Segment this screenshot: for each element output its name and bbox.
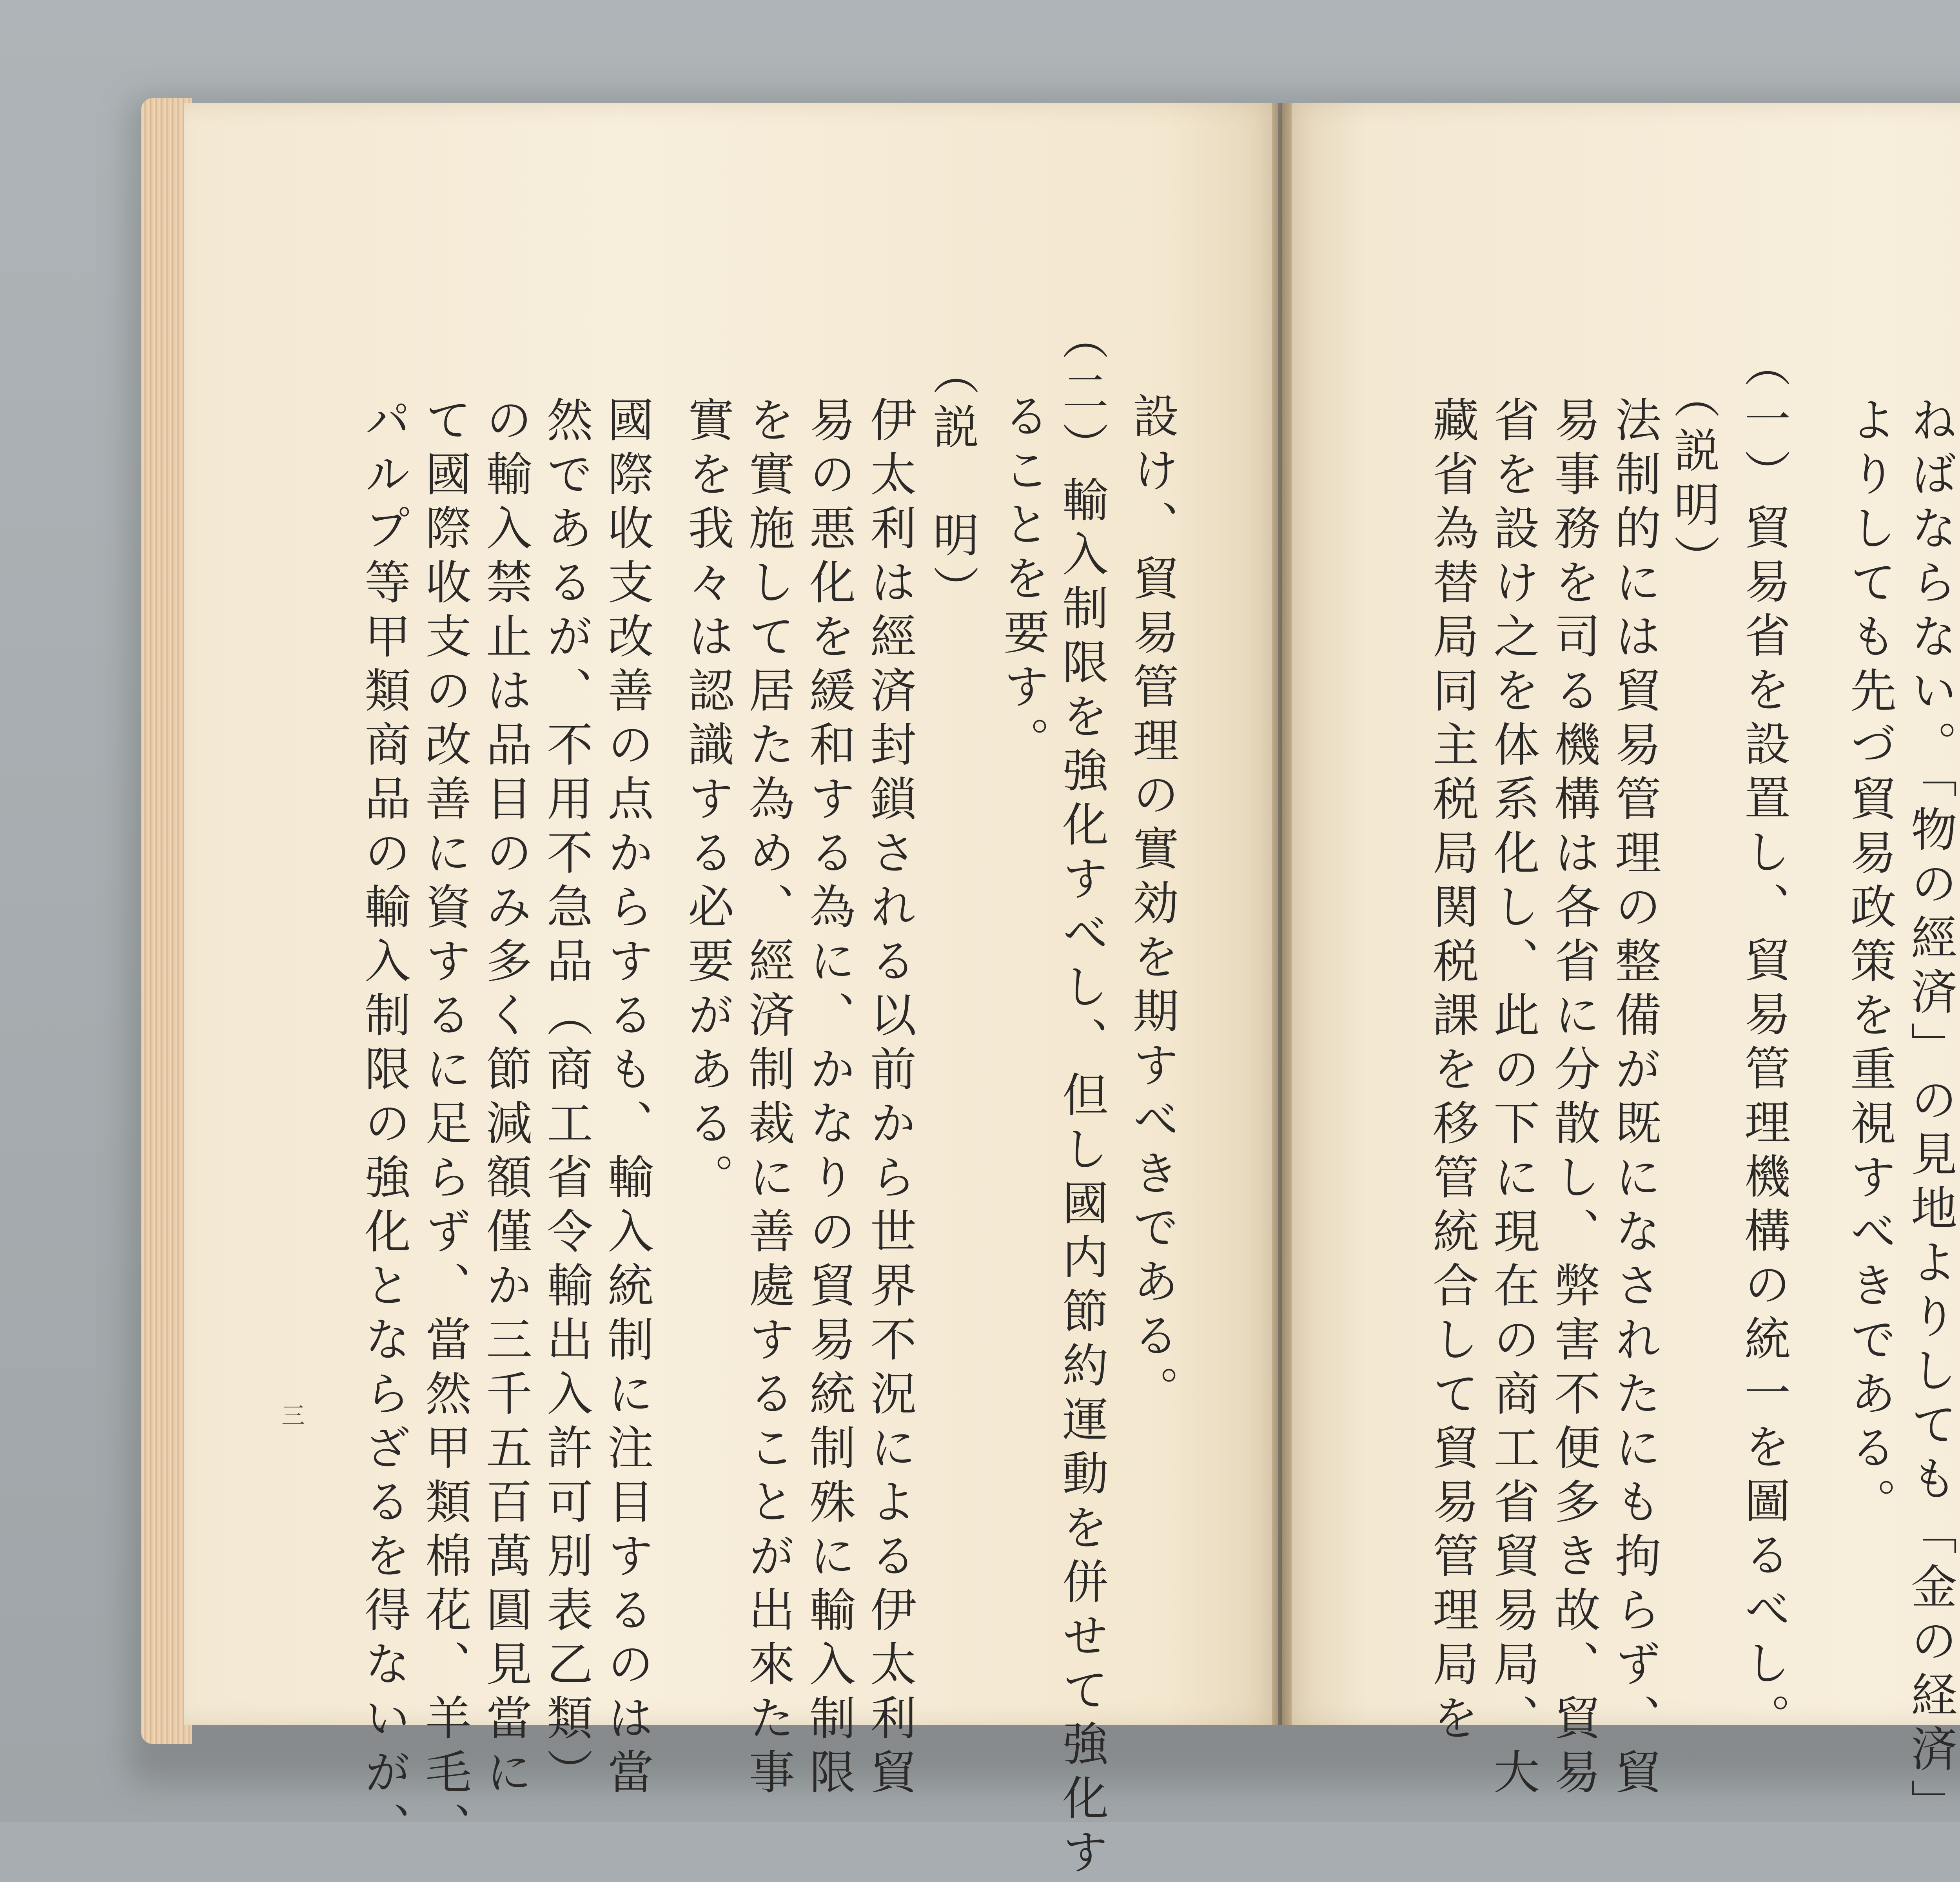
right-line-9: （説明） [1666,372,1720,589]
left-line-13: パルプ等甲類商品の輸入制限の強化とならざるを得ないが、 [357,396,411,1856]
left-line-5: 伊太利は經済封鎖される以前から世界不況による伊太利貿 [862,396,916,1802]
left-line-7: を實施して居た為め、經済制裁に善處することが出來た事 [741,396,795,1802]
left-line-9: 國際收支改善の点からするも、輸入統制に注目するのは當 [600,396,654,1802]
left-line-2: （二）輸入制限を強化すべし、但し國内節約運動を併せて強化す [1054,314,1109,1882]
left-line-10: 然であるが、不用不急品（商工省令輸出入許可別表乙類） [539,396,593,1802]
left-line-6: 易の悪化を緩和する為に、かなりの貿易統制殊に輸入制限 [802,396,856,1802]
book-gutter [1272,103,1292,1725]
left-page-number: 三 [278,1403,305,1427]
left-line-8: 實を我々は認識する必要がある。 [680,396,734,1207]
right-line-11: 易事務を司る機構は各省に分散し、弊害不便多き故、貿易 [1546,396,1601,1802]
right-line-7: よりしても先づ貿易政策を重視すべきである。 [1842,396,1896,1532]
left-line-3: ることを要す。 [996,392,1050,771]
right-line-12: 省を設け之を体系化し、此の下に現在の商工省貿易局、大 [1486,396,1540,1802]
right-line-6: ねばならない。「物の經済」の見地よりしても「金の経済」 [1903,396,1957,1833]
right-line-8: （一）貿易省を設置し、貿易管理機構の統一を圖るべし。 [1737,341,1791,1747]
left-line-12: て國際收支の改善に資するに足らず、當然甲類棉花、羊毛、 [417,396,472,1856]
right-line-13: 藏省為替局同主税局関税課を移管統合して貿易管理局を [1425,396,1479,1748]
left-line-11: の輸入禁止は品目のみ多く節減額僅か三千五百萬圓見當に [478,396,532,1802]
right-line-10: 法制的には貿易管理の整備が既になされたにも拘らず、貿 [1607,396,1661,1802]
left-line-1: 設け、貿易管理の實効を期すべきである。 [1125,392,1179,1420]
left-line-4: （説 明） [925,349,979,619]
